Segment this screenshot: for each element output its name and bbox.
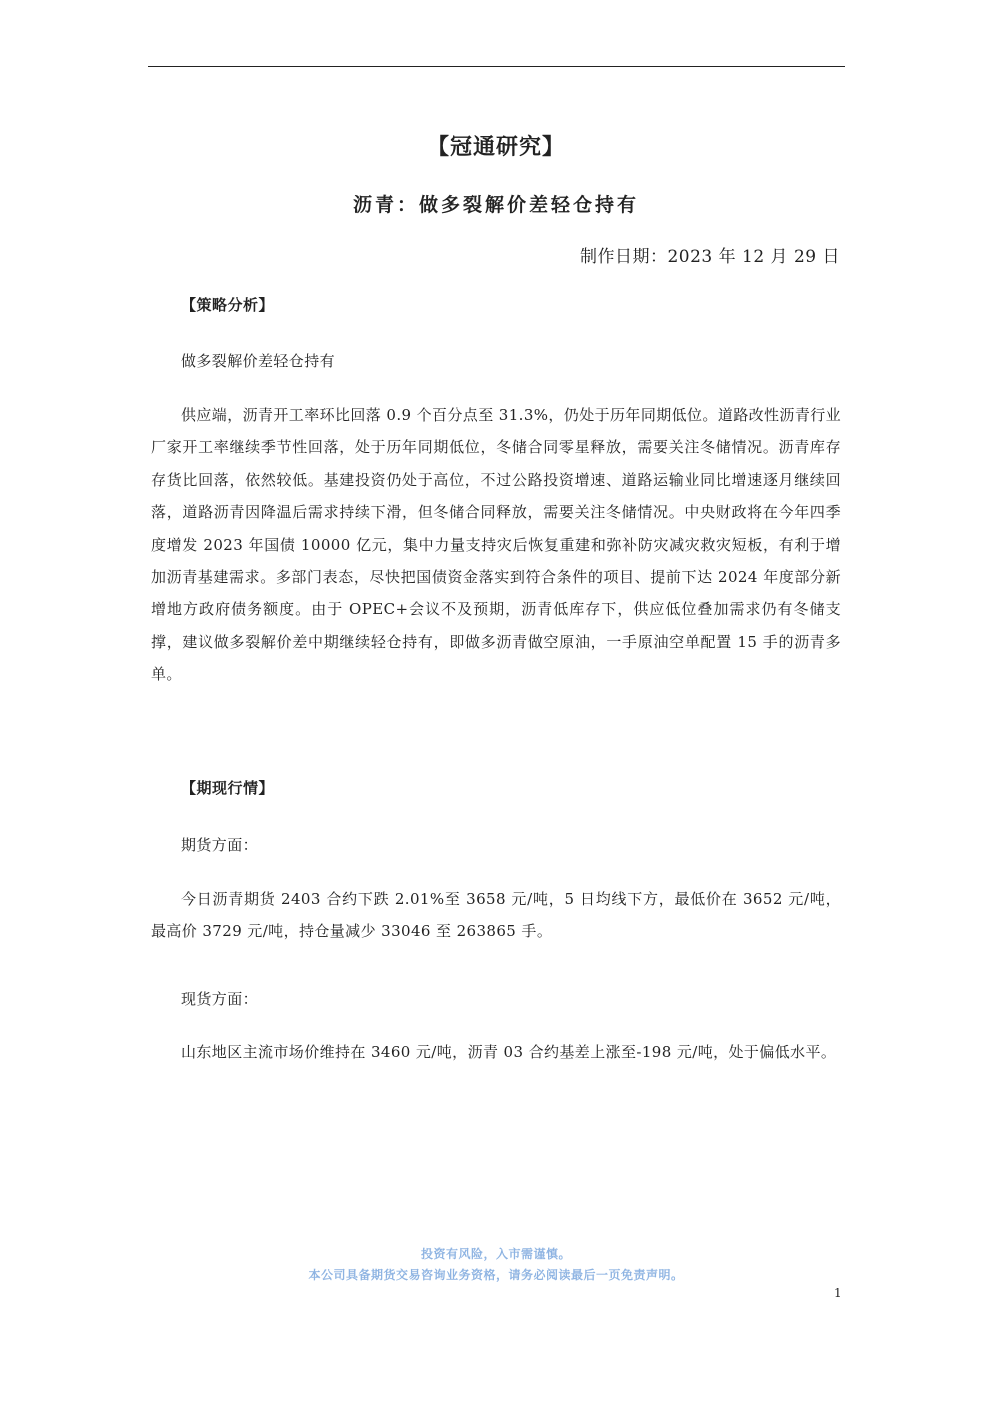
- strategy-body: 供应端，沥青开工率环比回落 0.9 个百分点至 31.3%，仍处于历年同期低位。道路改性沥青行业厂家开工率继续季节性回落，处于历年同期低位，冬储合同零星释放，需要关注冬储情况。沥青库存存货比回落，依然较低。基建投资仍处于高位，不过公路投资增速、道路运输业同比增速逐月继续回落，道路沥青因降温后需求持续下滑，但冬储合同释放，需要关注冬储情况。中央财政将在今年四季度增发 2023 年国债 10000 亿元，集中力量支持灾后恢复重建和弥补防灾减灾救灾短板，有利于增加沥青基建需求。多部门表态，尽快把国债资金落实到符合条件的项目、提前下达 2024 年度部分新增地方政府债务额度。由于 OPEC+会议不及预期，沥青低库存下，供应低位叠加需求仍有冬储支撑，建议做多裂解价差中期继续轻仓持有，即做多沥青做空原油，一手原油空单配置 15 手的沥青多单。: [151, 406, 842, 684]
- strategy-summary: 做多裂解价差轻仓持有: [181, 352, 336, 370]
- risk-notice: 投资有风险，入市需谨慎。: [420, 1247, 571, 1261]
- org-title: 【冠通研究】: [426, 134, 565, 160]
- qualification-notice: 本公司具备期货交易咨询业务资格，请务必阅读最后一页免责声明。: [308, 1268, 684, 1282]
- futures-label: 期货方面：: [181, 836, 259, 854]
- report-title: 沥青：做多裂解价差轻仓持有: [352, 194, 639, 216]
- futures-body: 今日沥青期货 2403 合约下跌 2.01%至 3658 元/吨，5 日均线下方，最低价在 3652 元/吨，最高价 3729 元/吨，持仓量减少 33046 至 263865 手。: [151, 890, 841, 941]
- report-date: 制作日期：2023 年 12 月 29 日: [579, 247, 840, 267]
- market-heading: 【期现行情】: [181, 779, 275, 797]
- spot-body: 山东地区主流市场价维持在 3460 元/吨，沥青 03 合约基差上涨至-198 元/吨，处于偏低水平。: [181, 1043, 837, 1061]
- page-number: 1: [834, 1286, 842, 1300]
- header-rule: [148, 66, 845, 67]
- strategy-heading: 【策略分析】: [181, 296, 275, 314]
- spot-label: 现货方面：: [181, 990, 259, 1008]
